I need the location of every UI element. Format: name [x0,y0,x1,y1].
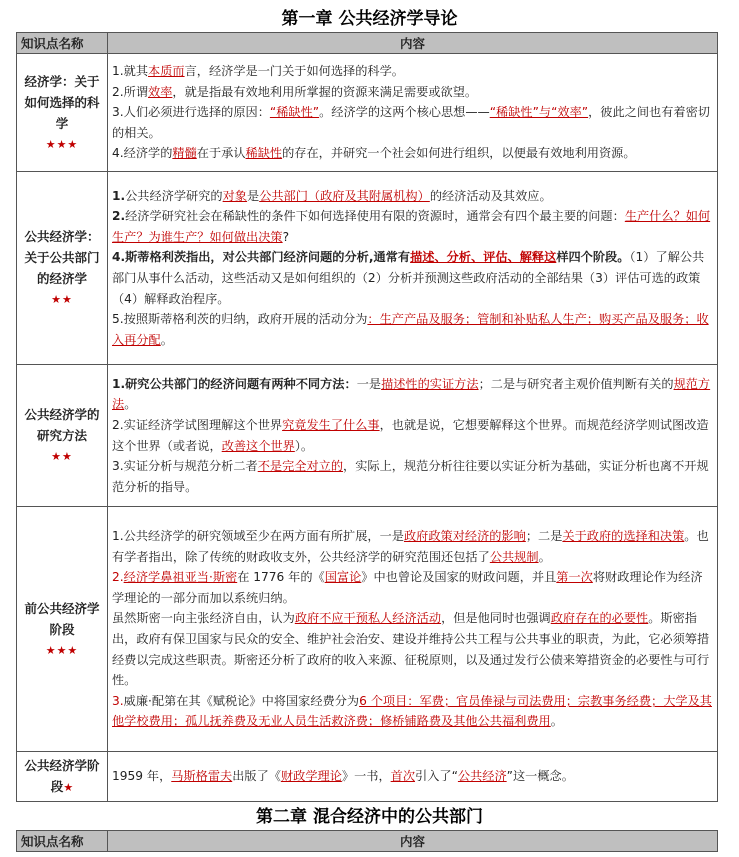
topic-name: 公共经济学阶段 [24,758,100,794]
col-header-topic: 知识点名称 [17,831,108,852]
point-1: 1.公共经济学的研究领域至少在两方面有所扩展，一是政府政策对经济的影响；二是关于政府的选择和决策。也有学者指出，除了传统的财政收支外，公共经济学的研究范围还包括了公共规制。 [112,529,709,564]
content-cell [108,507,718,752]
topic-name: 前公共经济学阶段 [24,600,100,637]
topic-cell [17,54,108,172]
point-3: 3.人们必须进行选择的原因：“稀缺性”。经济学的这两个核心思想——“稀缺性”与“效率”，彼此之间也有着密切的相关。 [112,105,710,140]
topic-cell [17,507,108,752]
point-3: 3.威廉·配第在其《赋税论》中将国家经费分为6 个项目：军费；官员俸禄与司法费用；宗教事务经费；大学及其他学校费用；孤儿抚养费及无业人员生活救济费；修桥铺路费及其他公共福利费用。 [112,693,712,729]
content-cell [108,172,718,365]
importance-stars: ★ [63,781,74,794]
importance-stars: ★★★ [45,643,79,657]
importance-stars: ★★ [51,450,73,463]
chapter-2-title: 第二章 混合经济中的公共部门 [256,807,483,827]
point-1: 1.就其本质而言，经济学是一门关于如何选择的科学。 [112,64,404,79]
table-row [17,365,718,507]
topic-name: 经济学：关于如何选择的科学 [24,73,100,131]
point-4: 4.斯蒂格利茨指出，对公共部门经济问题的分析,通常有描述、分析、评估、解释这样四个阶段。（1）了解公共部门从事什么活动，这些活动又是如何组织的（2）分析并预测这些政府活动的全部结果（3）评估可选的政策（4）解释政治程序。 [112,250,705,306]
topic-name: 公共经济学的研究方法 [24,407,100,443]
topic-cell [17,752,108,802]
table-row [17,172,718,365]
col-header-content: 内容 [108,33,718,54]
importance-stars: ★★★ [45,137,79,151]
content-cell [108,365,718,507]
chapter-1-title: 第一章 公共经济学导论 [281,9,458,29]
topic-cell [17,365,108,507]
content-cell [108,752,718,802]
table-row [17,54,718,172]
point-4: 4.经济学的精髓在于承认稀缺性的存在，并研究一个社会如何进行组织，以便最有效地利用资源。 [112,146,636,161]
point-2: 2.经济学鼻祖亚当·斯密在 1776 年的《国富论》中也曾论及国家的财政问题，并且第一次将财政理论作为经济学理论的一部分而加以系统归纳。 [112,570,703,605]
point-2: 2.所谓效率，就是指最有效地利用所掌握的资源来满足需要或欲望。 [112,84,478,99]
topic-cell [17,172,108,365]
point-5: 5.按照斯蒂格利茨的归纳，政府开展的活动分为：生产产品及服务；管制和补贴私人生产；购买产品及服务；收入再分配。 [112,312,709,347]
point-1: 1.研究公共部门的经济问题有两种不同方法：一是描述性的实证方法；二是与研究者主观价值判断有关的规范方法。 [112,376,711,412]
point-3: 3.实证分析与规范分析二者不是完全对立的，实际上，规范分析往往要以实证分析为基础，实证分析也离不开规范分析的指导。 [112,459,709,494]
chapter-1-table [16,32,718,802]
point-2: 2.经济学研究社会在稀缺性的条件下如何选择使用有限的资源时，通常会有四个最主要的问题：生产什么？如何生产？为谁生产？如何做出决策? [112,209,711,244]
point-1: 1959 年，马斯格雷夫出版了《财政学理论》一书，首次引入了“公共经济”这一概念。 [112,769,574,784]
col-header-content: 内容 [108,831,718,852]
importance-stars: ★★ [51,293,73,306]
chapter-2-table [16,830,718,852]
content-cell [108,54,718,172]
point-2-detail: 虽然斯密一向主张经济自由，认为政府不应干预私人经济活动，但是他同时也强调政府存在的必要性。斯密指出，政府有保卫国家与民众的安全、维护社会治安、建设并维持公共工程与公共事业的职责，为此，它必须筹措经费以完成这些职责。斯密还分析了政府的收入来源、征税原则，以及通过发行公债来筹措资金的必要性与可行性。 [112,611,710,688]
col-header-topic: 知识点名称 [17,33,108,54]
point-1: 1.公共经济学研究的对象是公共部门（政府及其附属机构）的经济活动及其效应。 [112,188,552,203]
topic-name: 公共经济学：关于公共部门的经济学 [24,229,100,286]
point-2: 2.实证经济学试图理解这个世界究竟发生了什么事，也就是说，它想要解释这个世界。而规范经济学则试图改造这个世界（或者说，改善这个世界）。 [112,417,709,453]
table-row [17,752,718,802]
table-row [17,507,718,752]
